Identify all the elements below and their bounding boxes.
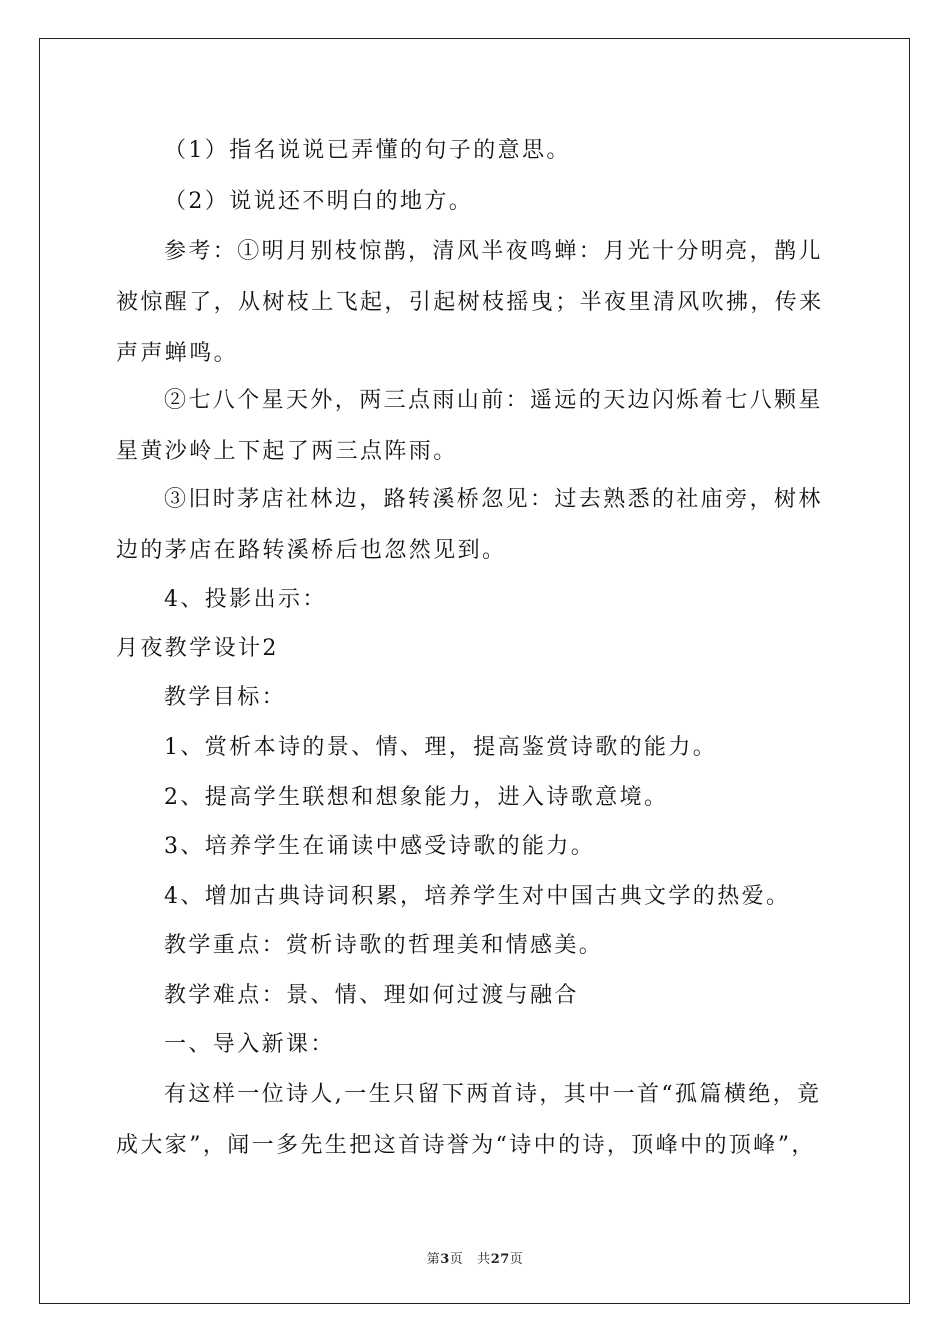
paragraph-projection: 4、投影出示： — [164, 587, 327, 612]
paragraph-reference-1: 参考：①明月别枝惊鹊，清风半夜鸣蝉：月光十分明亮，鹊儿被惊醒了，从树枝上飞起，引起树枝摇曳；半夜里清风吹拂，传来声声蝉鸣。 — [116, 239, 824, 366]
paragraph-intro-text: 有这样一位诗人,一生只留下两首诗，其中一首“孤篇横绝，竟成大家”，闻一多先生把这首诗誉为“诗中的诗，顶峰中的顶峰”， — [116, 1082, 822, 1158]
paragraph-key-point: 教学重点：赏析诗歌的哲理美和情感美。 — [164, 933, 604, 958]
paragraph-goals-heading: 教学目标： — [164, 685, 287, 710]
paragraph-reference-3: ③旧时茅店社林边，路转溪桥忽见：过去熟悉的社庙旁，树林边的茅店在路转溪桥后也忽然见到。 — [116, 487, 823, 563]
goal-item-4: 4、增加古典诗词积累，培养学生对中国古典文学的热爱。 — [164, 884, 791, 909]
paragraph-step-2: （2）说说还不明白的地方。 — [164, 189, 474, 214]
page-total: 27 — [490, 1252, 510, 1267]
section-title: 月夜教学设计2 — [116, 636, 279, 661]
goal-item-3: 3、培养学生在诵读中感受诗歌的能力。 — [164, 834, 596, 859]
total-prefix: 共 — [477, 1252, 491, 1267]
page-suffix: 页 — [449, 1252, 464, 1267]
page-footer — [0, 1248, 950, 1267]
page-current: 3 — [440, 1252, 450, 1267]
goal-item-1: 1、赏析本诗的景、情、理，提高鉴赏诗歌的能力。 — [164, 735, 718, 760]
page-prefix: 第 — [426, 1252, 441, 1267]
paragraph-reference-2: ②七八个星天外，两三点雨山前：遥远的天边闪烁着七八颗星星黄沙岭上下起了两三点阵雨。 — [116, 388, 823, 464]
paragraph-step-1: （1）指名说说已弄懂的句子的意思。 — [164, 138, 571, 163]
paragraph-difficult-point: 教学难点：景、情、理如何过渡与融合 — [164, 983, 579, 1008]
paragraph-intro-heading: 一、导入新课： — [164, 1032, 335, 1057]
total-suffix: 页 — [509, 1252, 524, 1267]
goal-item-2: 2、提高学生联想和想象能力，进入诗歌意境。 — [164, 785, 669, 810]
